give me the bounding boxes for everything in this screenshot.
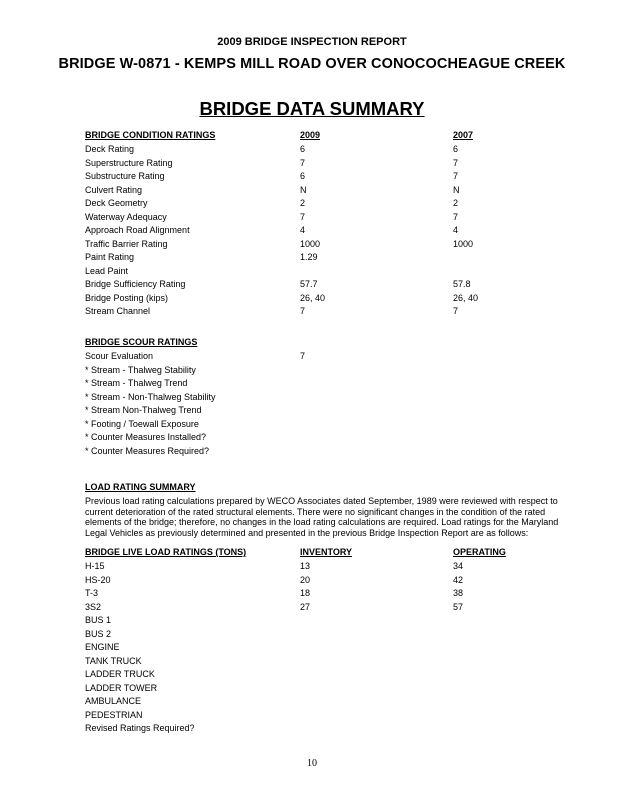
row-value-b: 57 <box>453 601 464 612</box>
row-label: H-15 <box>85 561 105 571</box>
row-label: PEDESTRIAN <box>85 709 143 720</box>
condition-col-2007: 2007 <box>453 130 474 140</box>
row-value-b: 7 <box>453 211 459 222</box>
row-label: * Stream Non-Thalweg Trend <box>85 405 202 415</box>
row-value-a: 1.29 <box>300 252 318 262</box>
row-value-a: 26, 40 <box>300 292 326 303</box>
row-value-a: 57.7 <box>300 279 318 289</box>
row-label: 3S2 <box>85 601 102 612</box>
live-load-col-inventory: INVENTORY <box>300 547 353 557</box>
row-value-a: 6 <box>300 171 306 181</box>
load-rating-paragraph: Previous load rating calculations prepared by WECO Associates dated September, 1989 were reviewed with respect to current deterioration of the rated structural elements. There were no significant changes in the condition of the rated elements of the bridge; therefore, no changes in the load rating calculations are required. Load ratings for the Maryland Legal Vehicles as previously determined and presented in the previous Bridge Inspection Report are as follows: <box>85 496 559 538</box>
row-label: Lead Paint <box>85 265 129 276</box>
row-value-b: 4 <box>453 225 459 235</box>
row-label: BUS 2 <box>85 628 112 639</box>
row-label: Deck Rating <box>85 144 135 154</box>
row-label: Revised Ratings Required? <box>85 723 195 733</box>
row-value-b: 26, 40 <box>453 292 479 303</box>
row-value-b: N <box>453 184 460 195</box>
row-label: HS-20 <box>85 574 111 585</box>
row-label: Approach Road Alignment <box>85 225 190 235</box>
row-label: Scour Evaluation <box>85 351 154 361</box>
row-value-b: 38 <box>453 588 464 598</box>
row-value-a: 18 <box>300 588 311 598</box>
report-title: 2009 BRIDGE INSPECTION REPORT <box>217 36 407 48</box>
row-label: * Stream - Thalweg Trend <box>85 378 188 388</box>
row-value-a: N <box>300 184 307 195</box>
row-label: Deck Geometry <box>85 198 148 208</box>
load-rating-heading: LOAD RATING SUMMARY <box>85 482 196 492</box>
row-label: Bridge Sufficiency Rating <box>85 279 186 289</box>
row-label: Substructure Rating <box>85 171 165 181</box>
row-value-b: 1000 <box>453 238 474 249</box>
row-label: Waterway Adequacy <box>85 211 167 222</box>
row-label: Superstructure Rating <box>85 157 173 168</box>
condition-col-2009: 2009 <box>300 130 321 140</box>
scour-heading: BRIDGE SCOUR RATINGS <box>85 337 198 347</box>
row-label: Bridge Posting (kips) <box>85 292 169 303</box>
row-label: TANK TRUCK <box>85 655 142 666</box>
row-value-a: 7 <box>300 306 306 316</box>
row-value-a: 4 <box>300 225 306 235</box>
row-label: T-3 <box>85 588 99 598</box>
bridge-title: BRIDGE W-0871 - KEMPS MILL ROAD OVER CONOCOCHEAGUE CREEK <box>58 56 566 72</box>
row-value-a: 7 <box>300 351 306 361</box>
row-value-b: 2 <box>453 198 459 208</box>
row-label: * Counter Measures Required? <box>85 445 210 456</box>
live-load-col-operating: OPERATING <box>453 547 506 557</box>
row-value-b: 6 <box>453 144 459 154</box>
row-label: Culvert Rating <box>85 184 143 195</box>
row-label: LADDER TOWER <box>85 682 158 693</box>
row-label: AMBULANCE <box>85 696 142 706</box>
row-label: * Counter Measures Installed? <box>85 432 207 442</box>
row-label: Stream Channel <box>85 306 151 316</box>
row-value-b: 7 <box>453 157 459 168</box>
row-label: ENGINE <box>85 642 120 652</box>
page-number: 10 <box>307 758 317 769</box>
row-label: Traffic Barrier Rating <box>85 238 168 249</box>
row-label: * Stream - Thalweg Stability <box>85 364 196 375</box>
row-value-a: 2 <box>300 198 306 208</box>
row-label: LADDER TRUCK <box>85 669 155 679</box>
row-value-a: 20 <box>300 574 311 585</box>
row-label: Paint Rating <box>85 252 135 262</box>
row-label: * Stream - Non-Thalweg Stability <box>85 391 216 402</box>
condition-heading: BRIDGE CONDITION RATINGS <box>85 130 216 140</box>
row-value-a: 6 <box>300 144 306 154</box>
row-label: * Footing / Toewall Exposure <box>85 418 199 429</box>
row-value-b: 42 <box>453 574 464 585</box>
row-value-b: 34 <box>453 561 464 571</box>
row-value-b: 7 <box>453 171 459 181</box>
summary-title: BRIDGE DATA SUMMARY <box>199 98 425 119</box>
row-value-a: 7 <box>300 157 306 168</box>
row-value-b: 57.8 <box>453 279 471 289</box>
row-value-a: 7 <box>300 211 306 222</box>
row-value-a: 1000 <box>300 238 321 249</box>
row-label: BUS 1 <box>85 615 112 625</box>
row-value-a: 27 <box>300 601 311 612</box>
row-value-a: 13 <box>300 561 311 571</box>
row-value-b: 7 <box>453 306 459 316</box>
live-load-heading: BRIDGE LIVE LOAD RATINGS (TONS) <box>85 547 247 557</box>
